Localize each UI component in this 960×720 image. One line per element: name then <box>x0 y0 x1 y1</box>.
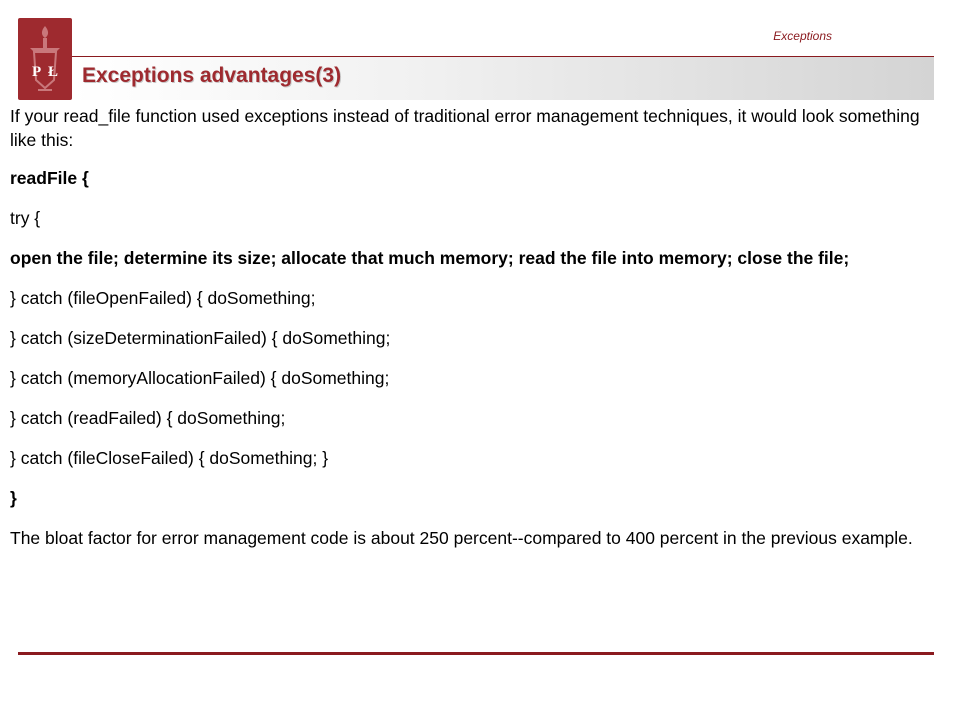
code-line-catch-size: } catch (sizeDeterminationFailed) { doSomething; <box>10 328 391 348</box>
svg-text:P: P <box>32 64 42 80</box>
svg-text:Ł: Ł <box>48 64 59 80</box>
code-line-catch-close: } catch (fileCloseFailed) { doSomething; } <box>10 448 329 468</box>
university-logo <box>18 18 72 100</box>
university-crest-icon <box>18 18 72 100</box>
slide-body <box>10 104 935 550</box>
code-line-readfile: readFile { <box>10 168 89 188</box>
conclusion-paragraph: The bloat factor for error management code is about 250 percent--compared to 400 percent in the previous example. <box>10 528 913 548</box>
slide-title: Exceptions advantages(3) <box>82 64 342 87</box>
intro-paragraph: If your read_file function used exceptions instead of traditional error management techniques, it would look something like this: <box>10 106 920 150</box>
code-line-catch-open: } catch (fileOpenFailed) { doSomething; <box>10 288 316 308</box>
code-line-catch-read: } catch (readFailed) { doSomething; <box>10 408 286 428</box>
code-line-try: try { <box>10 208 41 228</box>
footer-divider <box>18 652 934 655</box>
code-line-close-brace: } <box>10 488 17 508</box>
code-line-catch-memory: } catch (memoryAllocationFailed) { doSomething; <box>10 368 390 388</box>
code-line-operations: open the file; determine its size; allocate that much memory; read the file into memory; close the file; <box>10 248 850 268</box>
section-label: Exceptions <box>773 29 832 43</box>
